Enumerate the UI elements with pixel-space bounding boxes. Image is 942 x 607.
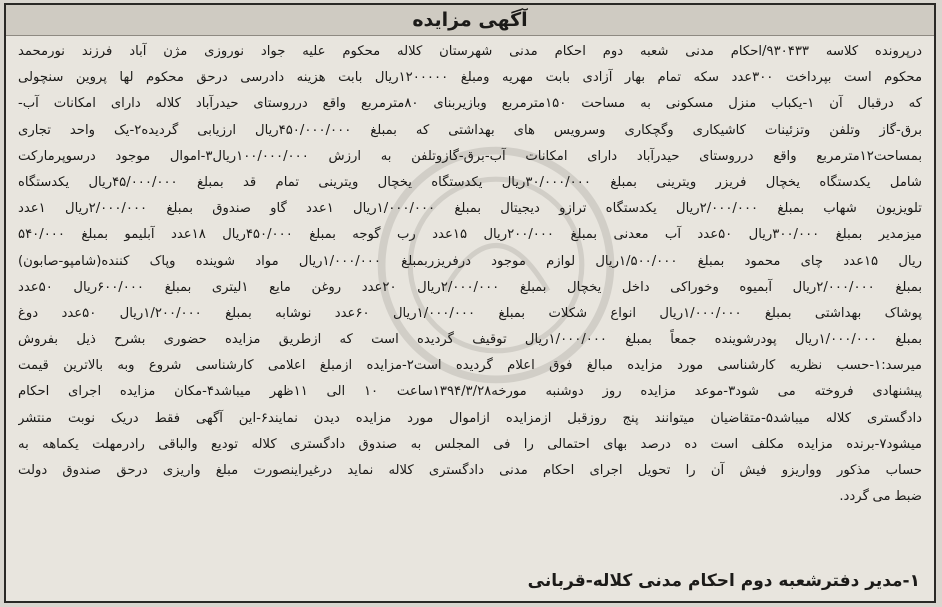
body-line-15: دادگستری کلاله میباشد۵-متقاضیان میتوانند پنج روزقبل ازمزایده ازاموال مورد مزایده دیدن نمایند۶-این آگهی فقط دریک نوبت منتشر	[18, 410, 922, 426]
notice-title: آگهی مزایده	[412, 9, 528, 31]
notice-body	[18, 39, 922, 569]
body-line-6: شامل یکدستگاه یخچال فریزر ویترینی بمبلغ ۳۰/۰۰۰/۰۰۰ریال یکدستگاه یخچال ویترینی تمام قد بمبلغ ۴۵/۰۰۰/۰۰۰ریال یکدستگاه	[18, 174, 922, 190]
body-line-16: میشود۷-برنده مزایده مکلف است ده درصد بهای احتمالی را فی المجلس به صندوق دادگستری کلاله تودیع والباقی رادرمهلت یکماهه به	[18, 436, 922, 452]
body-line-14: پیشنهادی فروخته می شود۳-موعد مزایده روز دوشنبه مورخه۱۳۹۴/۳/۲۸ساعت ۱۰ الی ۱۱ظهر میباشد۴-مکان مزایده اجرای احکام	[18, 384, 922, 400]
body-line-13: میرسد:۱-حسب نظریه کارشناسی مورد مزایده مبالغ فوق اعلام گردیده است۲-مزایده ازمبلغ اعلامی کارشناسی شروع وبه بالاترین قیمت	[18, 358, 922, 374]
body-line-9: ریال ۱۵عدد چای محمود بمبلغ ۱/۵۰۰/۰۰۰ریال لوازم موجود درفریزربمبلغ ۱/۰۰۰/۰۰۰ریال مواد شوینده وپاک کننده(شامپو-صابون)	[18, 253, 922, 269]
body-line-8: میزمدیر بمبلغ ۳۰۰/۰۰۰ریال ۵۰عدد آب معدنی بمبلغ ۲۰۰/۰۰۰ریال ۱۵عدد رب گوجه بمبلغ ۴۵۰/۰۰۰ریال ۱۸عدد آبلیمو بمبلغ ۵۴۰/۰۰۰	[18, 227, 922, 243]
signature-line: ۱-مدیر دفترشعبه دوم احکام مدنی کلاله-قربانی	[527, 571, 920, 591]
body-line-1: درپرونده کلاسه ۹۳۰۴۳۳/احکام مدنی شعبه دوم احکام مدنی شهرستان کلاله محکوم علیه جواد نوروزی مژن آباد فرزند نورمحمد	[18, 44, 922, 59]
body-line-18: ضبط می گردد.	[839, 489, 922, 505]
body-line-7: تلویزیون شهاب بمبلغ ۲/۰۰۰/۰۰۰ریال یکدستگاه ترازو دیجیتال بمبلغ ۱/۰۰۰/۰۰۰ریال ۱عدد گاو صندوق بمبلغ ۲/۰۰۰/۰۰۰ریال ۱عدد	[18, 201, 922, 217]
body-line-12: بمبلغ ۱/۰۰۰/۰۰۰ریال پودرشوینده جمعاً بمبلغ ۱/۰۰۰/۰۰۰ریال توقیف گردیده است که ازطریق مزایده حضوری بشرح ذیل بفروش	[18, 332, 922, 348]
body-line-11: پوشاک بهداشتی بمبلغ ۱/۰۰۰/۰۰۰ریال انواع شکلات بمبلغ ۱/۰۰۰/۰۰۰ریال ۶۰عدد نوشابه بمبلغ ۱/۲۰۰/۰۰۰ریال ۵۰عدد دوغ	[18, 305, 922, 321]
body-line-2: محکوم است بپرداخت ۳۰۰عدد سکه تمام بهار آزادی بابت مهریه ومبلغ ۱۲۰۰۰۰۰ریال بابت هزینه دادرسی درحق محکوم لها پروین سنچولی	[18, 70, 922, 86]
body-line-3: که درقبال آن ۱-یکباب منزل مسکونی به مساحت ۱۵۰مترمربع وبازیربنای ۸۰مترمربع واقع درروستای حیدرآباد کلاله دارای امکانات آب-	[18, 96, 922, 112]
body-line-4: برق-گاز وتلفن وتزئینات کاشیکاری وگچکاری وسرویس های بهداشتی که بمبلغ ۴۵۰/۰۰۰/۰۰۰ریال ارزیابی گردیده۲-یک واحد تجاری	[18, 122, 922, 138]
body-line-5: بمساحت۱۲مترمربع واقع درروستای حیدرآباد دارای امکانات آب-برق-گازوتلفن به ارزش ۱۰۰/۰۰۰/۰۰۰ریال۳-اموال موجود درسوپرمارکت	[18, 148, 922, 164]
notice-clipping	[4, 3, 936, 603]
body-line-10: بمبلغ ۲/۰۰۰/۰۰۰ریال آبمیوه وخوراکی داخل یخچال بمبلغ ۲/۰۰۰/۰۰۰ریال ۲۰عدد روغن مایع ۱لیتری بمبلغ ۶۰۰/۰۰۰ریال ۵۰عدد	[18, 279, 922, 295]
body-line-17: حساب مذکور وواریزو فیش آن را تحویل اجرای احکام مدنی دادگستری کلاله نماید درغیراینصورت مبلغ واریزی درحق صندوق دولت	[18, 463, 922, 478]
